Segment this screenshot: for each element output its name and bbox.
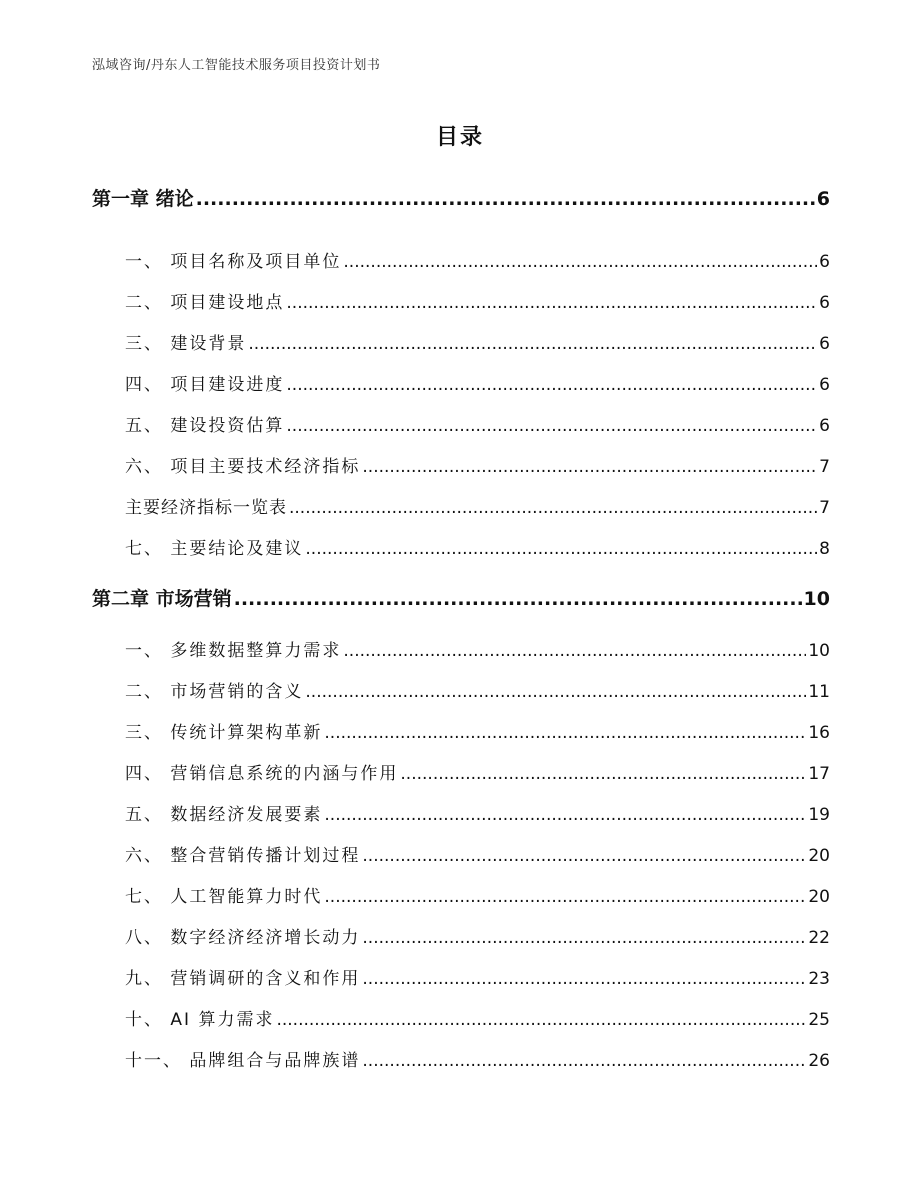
toc-entry[interactable] — [125, 370, 830, 395]
toc-page-number: 6 — [819, 293, 830, 313]
toc-entry[interactable] — [125, 288, 830, 313]
toc-entry[interactable] — [125, 677, 830, 702]
toc-entry-label: 六、 项目主要技术经济指标 — [125, 457, 361, 477]
toc-dot-leader — [343, 252, 817, 272]
toc-entry[interactable] — [125, 534, 830, 559]
toc-entry-label: 九、 营销调研的含义和作用 — [125, 969, 361, 989]
toc-dot-leader — [286, 375, 817, 395]
toc-dot-leader — [234, 588, 802, 610]
toc-entry[interactable] — [125, 411, 830, 436]
toc-entry-label: 一、 多维数据整算力需求 — [125, 641, 342, 661]
toc-entry[interactable] — [125, 1005, 830, 1030]
toc-entry-label: 四、 营销信息系统的内涵与作用 — [125, 764, 399, 784]
toc-entry-label: 主要经济指标一览表 — [125, 498, 287, 518]
toc-entry-label: 五、 建设投资估算 — [125, 416, 285, 436]
toc-entry-label: 七、 主要结论及建议 — [125, 539, 304, 559]
toc-entry-label: 第一章 绪论 — [92, 188, 194, 210]
toc-dot-leader — [305, 539, 817, 559]
toc-chapter-1[interactable] — [92, 184, 830, 211]
toc-dot-leader — [196, 188, 815, 210]
toc-page-number: 7 — [819, 457, 830, 477]
toc-entry[interactable] — [125, 1046, 830, 1071]
toc-entry[interactable] — [125, 718, 830, 743]
toc-dot-leader — [324, 723, 806, 743]
toc-entry[interactable] — [125, 923, 830, 948]
toc-page-number: 23 — [808, 969, 830, 989]
toc-page-number: 22 — [808, 928, 830, 948]
toc-dot-leader — [276, 1010, 806, 1030]
toc-entry-label: 四、 项目建设进度 — [125, 375, 285, 395]
toc-dot-leader — [400, 764, 806, 784]
toc-entry-label: 一、 项目名称及项目单位 — [125, 252, 342, 272]
toc-entry[interactable] — [125, 493, 830, 518]
toc-entry[interactable] — [125, 800, 830, 825]
toc-dot-leader — [324, 805, 806, 825]
toc-entry-label: 五、 数据经济发展要素 — [125, 805, 323, 825]
toc-entry-label: 第二章 市场营销 — [92, 588, 232, 610]
toc-dot-leader — [248, 334, 817, 354]
toc-entry-label: 三、 建设背景 — [125, 334, 247, 354]
toc-dot-leader — [362, 928, 806, 948]
toc-page-number: 6 — [819, 252, 830, 272]
toc-dot-leader — [362, 1051, 806, 1071]
toc-page-number: 8 — [819, 539, 830, 559]
toc-dot-leader — [362, 846, 806, 866]
toc-page-number: 6 — [819, 375, 830, 395]
toc-page-number: 20 — [808, 846, 830, 866]
toc-chapter-2[interactable] — [92, 584, 830, 611]
toc-entry-label: 六、 整合营销传播计划过程 — [125, 846, 361, 866]
toc-page-number: 10 — [803, 588, 830, 610]
toc-entry[interactable] — [125, 636, 830, 661]
toc-dot-leader — [362, 457, 817, 477]
toc-page-number: 16 — [808, 723, 830, 743]
toc-page-number: 6 — [819, 334, 830, 354]
toc-dot-leader — [324, 887, 806, 907]
toc-page-number: 6 — [816, 188, 830, 210]
toc-dot-leader — [286, 293, 817, 313]
toc-entry[interactable] — [125, 964, 830, 989]
toc-dot-leader — [362, 969, 806, 989]
page-title: 目录 — [435, 125, 484, 150]
toc-entry-label: 二、 市场营销的含义 — [125, 682, 304, 702]
toc-entry-label: 二、 项目建设地点 — [125, 293, 285, 313]
toc-entry-label: 八、 数字经济经济增长动力 — [125, 928, 361, 948]
toc-page-number: 17 — [808, 764, 830, 784]
toc-entry-label: 七、 人工智能算力时代 — [125, 887, 323, 907]
toc-entry[interactable] — [125, 329, 830, 354]
running-header: 泓域咨询/丹东人工智能技术服务项目投资计划书 — [92, 58, 381, 73]
toc-entry-label: 三、 传统计算架构革新 — [125, 723, 323, 743]
toc-entry[interactable] — [125, 882, 830, 907]
toc-page-number: 20 — [808, 887, 830, 907]
toc-page-number: 25 — [808, 1010, 830, 1030]
toc-entry[interactable] — [125, 452, 830, 477]
toc-dot-leader — [305, 682, 806, 702]
toc-dot-leader — [286, 416, 817, 436]
toc-page-number: 26 — [808, 1051, 830, 1071]
toc-entry[interactable] — [125, 247, 830, 272]
toc-entry-label: 十、 AI 算力需求 — [125, 1010, 275, 1030]
toc-page-number: 6 — [819, 416, 830, 436]
toc-entry[interactable] — [125, 759, 830, 784]
toc-dot-leader — [343, 641, 806, 661]
toc-page-number: 10 — [808, 641, 830, 661]
toc-page-number: 19 — [808, 805, 830, 825]
toc-entry-label: 十一、 品牌组合与品牌族谱 — [125, 1051, 361, 1071]
toc-page-number: 7 — [819, 498, 830, 518]
toc-entry[interactable] — [125, 841, 830, 866]
toc-page-number: 11 — [808, 682, 830, 702]
toc-dot-leader — [289, 498, 817, 518]
